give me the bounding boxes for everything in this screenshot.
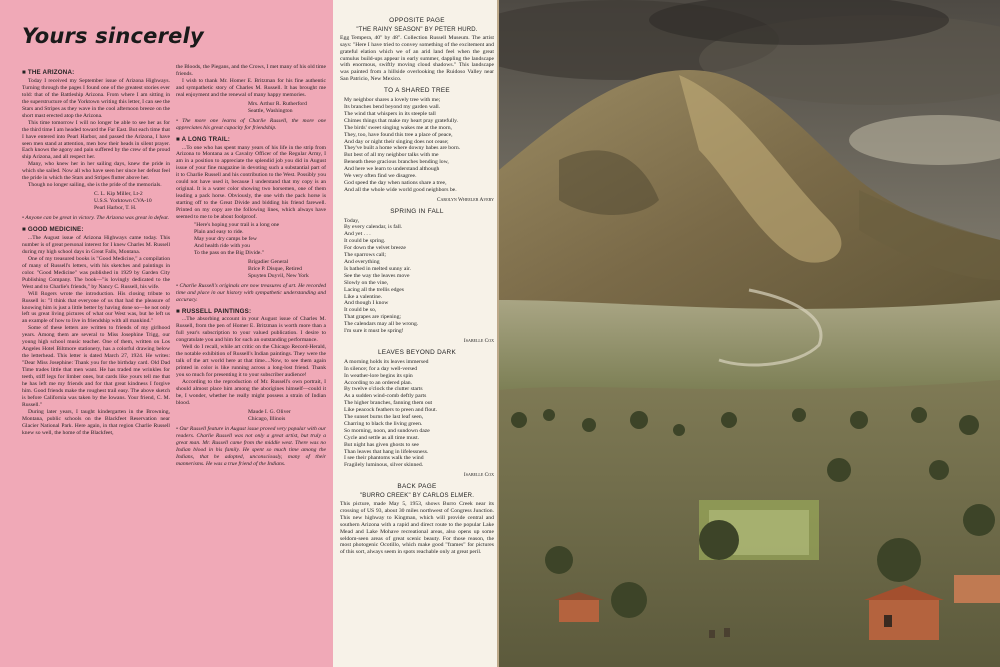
caption-heading: BACK PAGE bbox=[397, 483, 437, 491]
letter-paragraph: Today I received my September issue of Arizona Highways. Turning through the pages I found one of the greatest stories ever told: that of the Battleship Arizona. From where I am sitting in the superstructure of the Yorktown writing this letter, I can see the Stars and Stripes as they wave in the cool afternoon breeze on the short mast erected atop the Arizona. bbox=[22, 77, 170, 119]
letters-column-2 bbox=[176, 64, 326, 472]
section-heading: ■ THE ARIZONA: bbox=[22, 69, 75, 76]
letter-signature: Mrs. Arthur R. Rutherford Seattle, Washington bbox=[248, 100, 307, 114]
letter-paragraph: Well do I recall, while art critic on the Chicago Record-Herald, the notable exhibition of Russell's Indian paintings. They were the talk of the art world here at that time....Now, to see them again printed in color is like running across a long-lost friend. Thank you so much for presenting it to your subscriber audience! bbox=[176, 344, 326, 379]
editor-note: • Our Russell feature in August issue proved very popular with our readers. Charlie Russell was not only a great artist, but truly a great man. Mr. Russell came from the middle west. There was no Indian blood in his family. He spent so much time among the Indians, that he adopted, unconsciously, many of their mannerisms. He was a true friend of the Indians. bbox=[176, 425, 327, 467]
page-title: Yours sincerely bbox=[22, 24, 204, 48]
letter-paragraph: ...The absorbing account in your August issue of Charles M. Russell, from the pen of Homer E. Britzman is worth more than a full year's subscription to your valued publication. I desire to congratulate you and him for such an outstanding performance. bbox=[176, 316, 326, 344]
editor-note: • The more one learns of Charlie Russell, the more one appreciates his great capacity for friendship. bbox=[176, 117, 327, 131]
poem-author: Carolyn Wheeler Avery bbox=[436, 196, 494, 203]
letter-paragraph: This time tomorrow I will no longer be able to see her as for the third time I am headed toward the Far East. But each time that I have entered into Pearl Harbor, and passed the Arizona, I have seen men stand at attention, men bow their heads in silent prayer. Each knows the agony and pain suffered by the crew of the proud ship Arizona, and all respect her. bbox=[22, 119, 170, 161]
poem-title: LEAVES BEYOND DARK bbox=[377, 348, 457, 356]
editor-note: • Charlie Russell's originals are now treasures of art. He recorded time and place in our history with sympathetic understanding and accuracy. bbox=[176, 282, 326, 303]
letter-paragraph: According to the reproduction of Mr. Russell's own portrait, I should almost place him among the aborigines himself—could it be, I wonder, whether he really might possess a strain of Indian blood. bbox=[176, 379, 326, 406]
letter-paragraph: the Bloods, the Piegans, and the Crows, I met many of his old time friends. bbox=[176, 64, 326, 77]
editor-note: • Anyone can be great in victory. The Arizona was great in defeat. bbox=[22, 215, 170, 222]
poem-author: Isabelle Cox bbox=[463, 337, 494, 344]
letter-signature: C. L. Kip Miller, Lt-2 U.S.S. Yorktown CVA-10 Pearl Harbor, T. H. bbox=[94, 191, 152, 212]
letters-column-1 bbox=[22, 66, 170, 437]
letter-paragraph: ...The August issue of Arizona Highways came today. This number is of great personal interest for I knew Charles M. Russell during my high school days in Great Falls, Montana. bbox=[22, 234, 170, 255]
letter-signature: Maude I. G. Oliver Chicago, Illinois bbox=[248, 408, 291, 422]
letter-paragraph: During later years, I taught kindergarten in the Browning, Montana, public schools on the Blackfeet Reservation near Glacier National Park. Here again, in that region Charlie Russell knew so well, the home of the Blackfeet, bbox=[22, 408, 170, 436]
poem-title: SPRING IN FALL bbox=[390, 207, 444, 215]
poem-title: TO A SHARED TREE bbox=[383, 87, 450, 95]
caption-body: Egg Tempera, 40" by 48". Collection Russell Museum. The artist says: "Here I have tried to convey something of the excitement and grateful elation which we of an arid land feel when the great cumulus build-ups appear in early summer, dappling the landscape with enormous, swiftly moving cloud shadows." This landscape was painted from a hillside overlooking the Ruidoso Valley near San Patricio, New Mexico. bbox=[340, 34, 494, 83]
poem-text: A morning holds its leaves immersed In silence; for a day well-versed In weather-lore begins its spin According to an ordered plan. By twelve o'clock the clutter starts As a sudden wind-comb deftly parts The higher branches, fanning them out Like peacock feathers to preen and flout. The sunset burns the last leaf seen, Charring to black the living green. So morning, noon, and sundown daze Cycle and settle as all time must. But night has given ghosts to see Than leaves that hang in lifelessness. I see their phantoms walk the wind Fragilely luminous, silver skinned. bbox=[344, 358, 438, 469]
caption-title: "THE RAINY SEASON" BY PETER HURD. bbox=[356, 26, 478, 33]
letter-paragraph: ...To one who has spent many years of his life in the strip from Arizona to Montana as a Cavalry Officer of the Regular Army, I am in a position to appreciate the splendid job you did in August issue of your fine magazine in devoting such a substantial part of it to Charlie Russell and his contribution to the West. Possibly you could not have used it, because I understand that my copy is an original. It is a water color showing two horsemen, one of them leading a pack horse. Obviously, the one with the pack horse is starting off to the Great Divide and bidding his friend farewell. Printed on my copy are the following lines, which always have seemed to me to be about foolproof. bbox=[176, 144, 326, 221]
painting-illustration bbox=[499, 0, 1000, 667]
letter-paragraph: Though no longer sailing, she is the pride of the memorials. bbox=[28, 182, 162, 189]
landscape-painting bbox=[499, 0, 1000, 667]
section-heading: ■ RUSSELL PAINTINGS: bbox=[176, 307, 252, 315]
letter-signature: Brigadier General Brice P. Disque, Retired Spuyten Duyvil, New York bbox=[248, 258, 309, 279]
section-heading: ■ A LONG TRAIL: bbox=[176, 135, 231, 143]
letter-paragraph: Many, who knew her in her sailing days, knew the pride in which she sailed. Now all who have seen her since her defeat feel the pride in which the Stars and Stripes flutter above her. bbox=[22, 161, 170, 182]
letter-paragraph: Some of these letters are written to friends of my girlhood years. Among them are several to Miss Josephine Trigg, our young high school music teacher. One of them, written on Los Angeles Hotel Biltmore stationery, has a colorful drawing below the letterhead. This letter is dated March 27, 1924. He writes: "Dear Miss Josephine: Thank you for the birthday card. Old Dad Time trades little that men want. He has traded me wrinkles for teeth, stiff legs for limber ones, but cards like yours tell me that he has left me my friends and for that great kindness I forgive him. Good friends make the roughest trail easy. The above sketch is before California was taken by the Iowans. Your friend, C. M. Russell." bbox=[22, 325, 170, 408]
letter-paragraph: I wish to thank Mr. Homer E. Britzman for his fine authentic and sympathetic story of Charles M. Russell. It has brought me real enjoyment and the renewal of many happy memories. bbox=[176, 77, 326, 98]
verse-quote: "Here's hoping your trail is a long one Plain and easy to ride. May your dry camps be few And health ride with you To the pass on the Big Divide." bbox=[194, 222, 280, 256]
letter-paragraph: One of my treasured books is "Good Medicine," a compilation of many of Russell's letters, with his sketches and paintings in color. "Good Medicine" was published in 1929 by Garden City Publishing Company. The book—"is lovingly dedicated to the West and to Charlie's friends," by Nancy C. Russell, his wife. bbox=[22, 255, 170, 290]
poem-text: My neighbor shares a lovely tree with me; Its branches bend beyond my garden wall. The wind that whispers in its steeple tall Chimes things that make my heart pray gratefully. The birds' sweet singing wakes me at the morn, They, too, have found this tree a place of peace, And day or night their singing does not cease; They've built a home where downy babes are born. But best of all my neighbor talks with me Beneath these gracious branches bending low, And here we learn to understand although We very often find we disagree. God speed the day when nations share a tree, And all the whole wide world good neighbors be. bbox=[344, 97, 461, 193]
captions-column bbox=[340, 18, 494, 556]
section-heading: ■ GOOD MEDICINE: bbox=[22, 226, 84, 234]
poem-author: Isabelle Cox bbox=[463, 472, 494, 479]
caption-body: This picture, made May 5, 1953, shows Burro Creek near its crossing of US 93, about 30 miles northwest of Congress Junction. This new highway to Kingman, which will provide central and southern Arizona with a rapid and direct route to the popular Lake Mead and Lake Mohave recreational areas, also opens up some seldom-seen areas of great scenic beauty. For those reason, the most photogenic Ocotillo, which make good "frames" for pictures of this sort, always seem in spots reachable only at great peril. bbox=[340, 501, 494, 556]
caption-heading: OPPOSITE PAGE bbox=[389, 17, 445, 24]
poem-text: Today, By every calendar, is fall. And yet . . . It could be spring. For down the velvet breeze The sparrows call; And everything Is bathed in melted sunny air. See the way the leaves move Slowly on the vine, Lacing all the trellis edges Like a valentine. And though I know It could be so, That grapes are ripening; The calendars may all be wrong. I'm sure it must be spring! bbox=[344, 217, 419, 335]
letter-paragraph: Will Rogers wrote the introduction. His closing tribute to Russell is: "I think that everyone of us that had the pleasure of knowing him is just a little better by having done so—he not only left us great living pictures of what our West was, but he left us an example of how to live in friendship with all mankind." bbox=[22, 290, 170, 325]
caption-title: "BURRO CREEK" BY CARLOS ELMER. bbox=[359, 493, 475, 500]
